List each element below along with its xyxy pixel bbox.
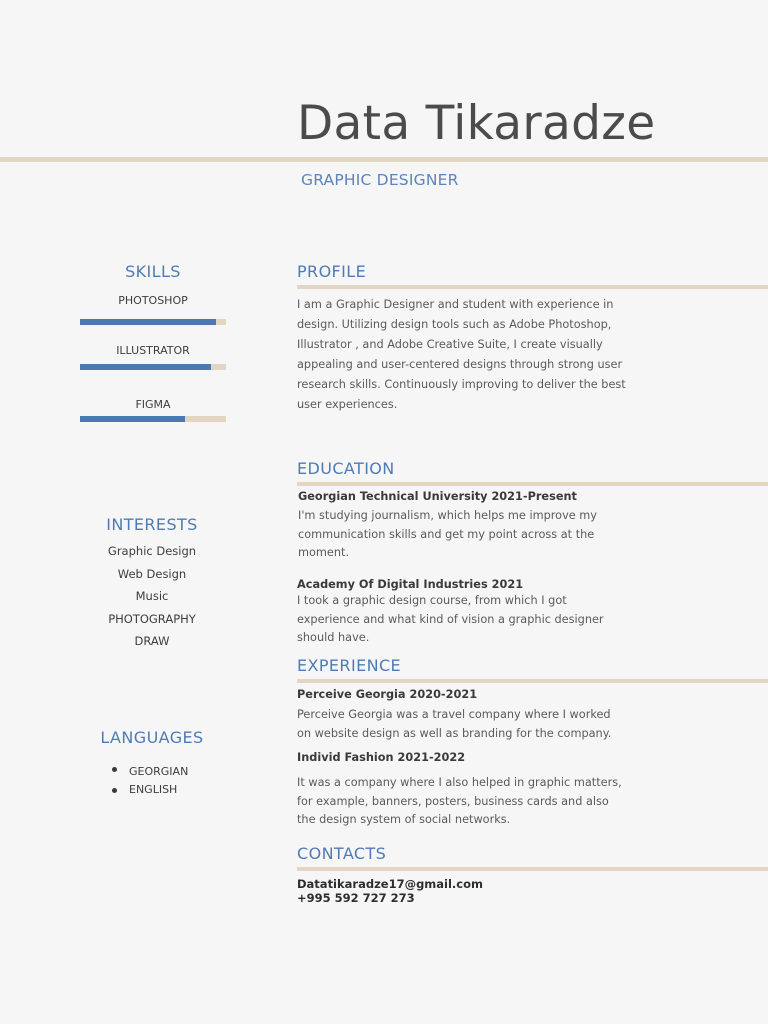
skill-label-photoshop: PHOTOSHOP	[118, 294, 188, 307]
education-divider	[297, 482, 768, 486]
experience-entry-title: Individ Fashion 2021-2022	[297, 751, 466, 764]
contact-email[interactable]: Datatikaradze17@gmail.com	[297, 877, 483, 891]
contacts-divider	[297, 867, 768, 871]
language-item: GEORGIAN	[129, 765, 189, 778]
education-heading: EDUCATION	[297, 459, 395, 478]
skill-bar-fill	[80, 416, 185, 422]
resume-name: Data Tikaradze	[297, 96, 656, 151]
skills-heading: SKILLS	[125, 262, 181, 281]
profile-text: I am a Graphic Designer and student with experience in design. Utilizing design tools such as Adobe Photoshop, Illustrator , and Adobe Creative Suite, I create visually appealing and user-centered designs through strong user research skills. Continuously improving to deliver the best user experiences.	[297, 298, 626, 411]
experience-entry-text: It was a company where I also helped in graphic matters, for example, banners, posters, business cards and also the design system of social networks.	[297, 776, 622, 826]
skill-bar-photoshop	[80, 319, 226, 325]
languages-heading: LANGUAGES	[100, 728, 204, 747]
language-item: ENGLISH	[129, 783, 178, 796]
job-title: GRAPHIC DESIGNER	[301, 171, 459, 189]
interest-item: PHOTOGRAPHY	[108, 612, 196, 626]
interests-heading: INTERESTS	[106, 515, 198, 534]
profile-heading: PROFILE	[297, 262, 367, 281]
education-entry-title: Academy Of Digital Industries 2021	[297, 578, 524, 591]
skill-label-figma: FIGMA	[135, 398, 171, 411]
bullet-icon	[112, 767, 117, 772]
interest-item: Web Design	[117, 567, 187, 581]
experience-heading: EXPERIENCE	[297, 656, 402, 675]
skill-bar-figma	[80, 416, 226, 422]
experience-divider	[297, 679, 768, 683]
skill-bar-fill	[80, 319, 216, 325]
profile-divider	[297, 285, 768, 289]
education-entry-title: Georgian Technical University 2021-Present	[298, 490, 577, 503]
skill-bar-fill	[80, 364, 211, 370]
skill-label-illustrator: ILLUSTRATOR	[116, 344, 190, 357]
interest-item: Music	[135, 589, 169, 603]
education-entry-text: I'm studying journalism, which helps me improve my communication skills and get my point across at the moment.	[298, 509, 597, 559]
interest-item: DRAW	[134, 634, 170, 648]
bullet-icon	[112, 788, 117, 793]
contacts-heading: CONTACTS	[297, 844, 387, 863]
interest-item: Graphic Design	[107, 544, 197, 558]
experience-entry-title: Perceive Georgia 2020-2021	[297, 688, 478, 701]
experience-entry-text: Perceive Georgia was a travel company where I worked on website design as well as branding for the company.	[297, 708, 612, 740]
header-divider	[0, 157, 768, 162]
contact-phone[interactable]: +995 592 727 273	[297, 891, 415, 905]
education-entry-text: I took a graphic design course, from which I got experience and what kind of vision a graphic designer should have.	[297, 594, 604, 644]
skill-bar-illustrator	[80, 364, 226, 370]
